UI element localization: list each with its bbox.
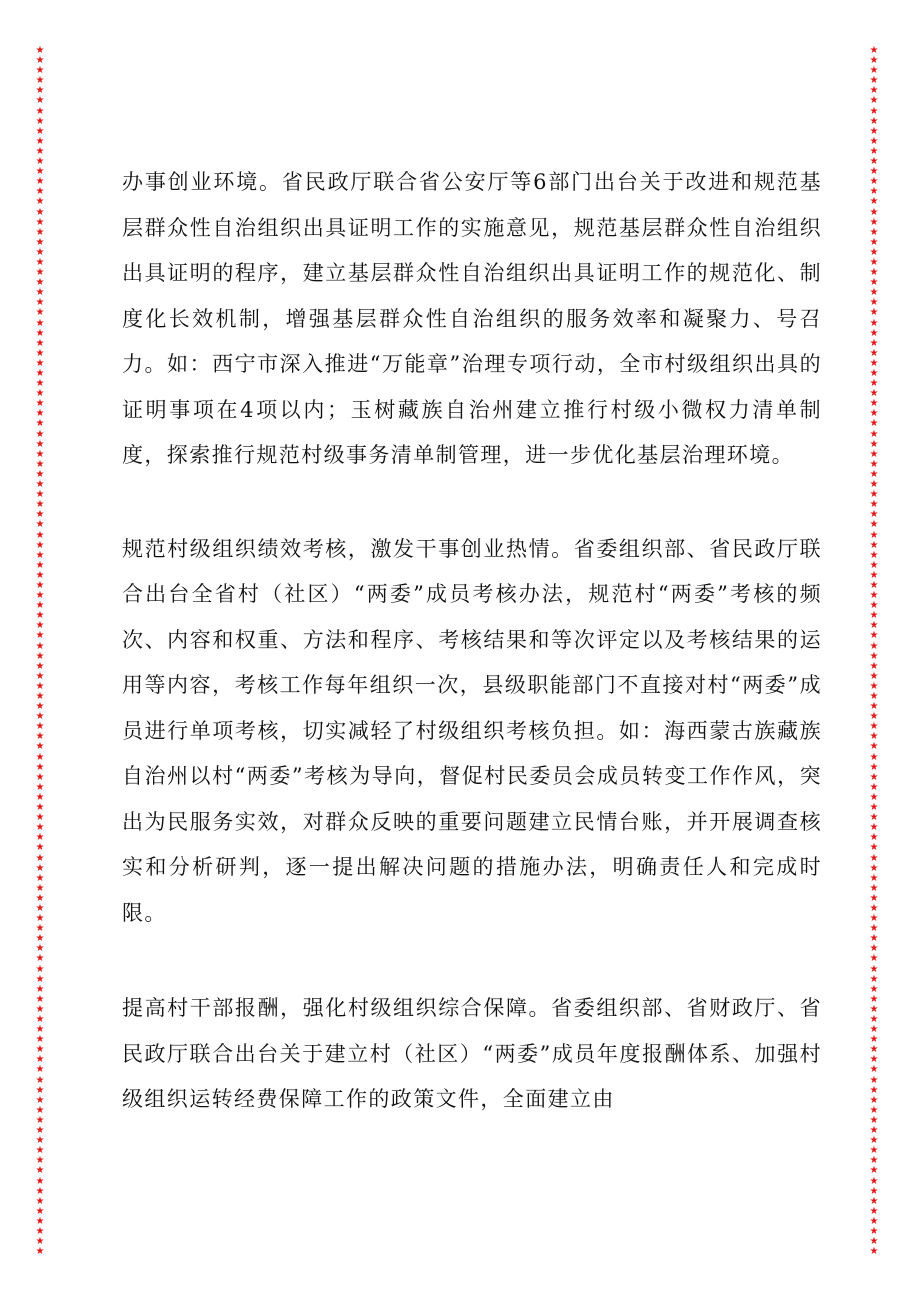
star-icon: ★ [869, 408, 879, 420]
star-icon: ★ [869, 125, 879, 137]
star-icon: ★ [35, 1215, 45, 1227]
star-icon: ★ [869, 46, 879, 56]
star-icon: ★ [35, 1165, 45, 1177]
star-icon: ★ [869, 1125, 879, 1137]
star-icon: ★ [35, 65, 45, 77]
star-icon: ★ [869, 509, 879, 521]
star-icon: ★ [35, 751, 45, 763]
star-icon: ★ [869, 731, 879, 743]
star-icon: ★ [869, 1014, 879, 1025]
star-icon: ★ [869, 297, 879, 309]
star-icon: ★ [35, 357, 45, 369]
star-icon: ★ [35, 701, 45, 713]
star-icon: ★ [869, 590, 879, 602]
star-icon: ★ [35, 731, 45, 743]
star-icon: ★ [35, 1225, 45, 1237]
star-icon: ★ [35, 448, 45, 460]
star-icon: ★ [869, 75, 879, 87]
star-icon: ★ [35, 892, 45, 904]
star-icon: ★ [35, 297, 45, 309]
star-icon: ★ [869, 610, 879, 622]
star-icon: ★ [35, 600, 45, 612]
star-icon: ★ [35, 559, 45, 571]
star-icon: ★ [869, 1246, 879, 1256]
star-icon: ★ [869, 65, 879, 77]
star-icon: ★ [869, 539, 879, 551]
document-body [122, 160, 822, 1123]
star-icon: ★ [35, 398, 45, 410]
star-icon: ★ [35, 317, 45, 329]
star-icon: ★ [35, 963, 45, 975]
star-icon: ★ [869, 256, 879, 268]
paragraph-spacer [122, 936, 822, 986]
star-icon: ★ [35, 1195, 45, 1207]
star-icon: ★ [35, 1003, 45, 1015]
star-icon: ★ [869, 317, 879, 329]
star-icon: ★ [35, 509, 45, 521]
star-icon: ★ [869, 186, 879, 198]
star-icon: ★ [869, 226, 879, 238]
star-icon: ★ [869, 630, 879, 642]
star-icon: ★ [869, 135, 879, 147]
star-icon: ★ [35, 1094, 45, 1106]
star-icon: ★ [35, 842, 45, 854]
star-icon: ★ [35, 1155, 45, 1167]
star-icon: ★ [869, 519, 879, 531]
star-icon: ★ [35, 337, 45, 349]
star-icon: ★ [35, 549, 45, 561]
star-icon: ★ [869, 600, 879, 612]
star-icon: ★ [869, 701, 879, 713]
star-icon: ★ [35, 1246, 45, 1256]
star-icon: ★ [869, 418, 879, 430]
star-icon: ★ [869, 953, 879, 965]
star-icon: ★ [869, 55, 879, 67]
star-icon: ★ [869, 1054, 879, 1066]
paragraph-spacer [122, 479, 822, 527]
star-icon: ★ [869, 872, 879, 884]
star-icon: ★ [35, 569, 45, 581]
star-icon: ★ [869, 691, 879, 702]
star-icon: ★ [869, 156, 879, 168]
star-icon: ★ [869, 368, 879, 379]
star-icon: ★ [35, 388, 45, 400]
star-icon: ★ [35, 489, 45, 501]
star-icon: ★ [869, 236, 879, 248]
star-icon: ★ [869, 973, 879, 985]
star-icon: ★ [869, 812, 879, 824]
star-icon: ★ [35, 590, 45, 602]
star-icon: ★ [869, 166, 879, 178]
star-icon: ★ [869, 549, 879, 561]
star-icon: ★ [35, 791, 45, 803]
star-icon: ★ [869, 145, 879, 157]
star-icon: ★ [35, 882, 45, 894]
star-icon: ★ [869, 347, 879, 359]
left-star-border [33, 46, 47, 1256]
star-icon: ★ [869, 85, 879, 97]
star-icon: ★ [35, 166, 45, 178]
star-icon: ★ [869, 640, 879, 652]
star-icon: ★ [35, 650, 45, 662]
star-icon: ★ [35, 1104, 45, 1116]
star-icon: ★ [869, 791, 879, 803]
star-icon: ★ [35, 1114, 45, 1126]
star-icon: ★ [35, 75, 45, 87]
star-icon: ★ [869, 660, 879, 672]
star-icon: ★ [35, 943, 45, 955]
star-icon: ★ [869, 479, 879, 491]
star-icon: ★ [35, 1064, 45, 1076]
star-icon: ★ [35, 277, 45, 289]
star-icon: ★ [35, 226, 45, 238]
star-icon: ★ [869, 923, 879, 935]
star-icon: ★ [35, 529, 45, 541]
star-icon: ★ [869, 428, 879, 440]
star-icon: ★ [35, 1054, 45, 1066]
star-icon: ★ [869, 1195, 879, 1207]
star-icon: ★ [869, 852, 879, 864]
star-icon: ★ [869, 680, 879, 692]
star-icon: ★ [35, 761, 45, 773]
star-icon: ★ [869, 1034, 879, 1046]
star-icon: ★ [35, 95, 45, 107]
star-icon: ★ [869, 1044, 879, 1056]
star-icon: ★ [869, 1185, 879, 1197]
star-icon: ★ [869, 1104, 879, 1116]
star-icon: ★ [35, 610, 45, 622]
star-icon: ★ [869, 650, 879, 662]
star-icon: ★ [869, 620, 879, 632]
star-icon: ★ [35, 105, 45, 117]
star-icon: ★ [35, 852, 45, 864]
star-icon: ★ [869, 832, 879, 844]
star-icon: ★ [35, 438, 45, 450]
star-icon: ★ [869, 892, 879, 904]
star-icon: ★ [869, 105, 879, 117]
star-icon: ★ [869, 983, 879, 995]
star-icon: ★ [35, 771, 45, 783]
star-icon: ★ [869, 761, 879, 773]
star-icon: ★ [869, 176, 879, 188]
star-icon: ★ [869, 802, 879, 814]
star-icon: ★ [35, 499, 45, 511]
star-icon: ★ [35, 246, 45, 258]
star-icon: ★ [35, 539, 45, 551]
star-icon: ★ [869, 913, 879, 925]
star-icon: ★ [869, 1135, 879, 1147]
star-icon: ★ [35, 1074, 45, 1086]
star-icon: ★ [869, 1084, 879, 1096]
star-icon: ★ [869, 1205, 879, 1217]
paragraph-cadre-remuneration: 提高村干部报酬，强化村级组织综合保障。省委组织部、省财政厅、省民政厅联合出台关于建立村（社区）“两委”成员年度报酬体系、加强村级组织运转经费保障工作的政策文件，全面建立由 [122, 996, 822, 1111]
star-icon: ★ [869, 559, 879, 571]
star-icon: ★ [869, 1215, 879, 1227]
star-icon: ★ [869, 1024, 879, 1036]
star-icon: ★ [35, 1014, 45, 1025]
star-icon: ★ [869, 943, 879, 955]
star-icon: ★ [35, 176, 45, 188]
star-icon: ★ [35, 327, 45, 339]
right-star-border [867, 46, 881, 1256]
star-icon: ★ [35, 822, 45, 834]
star-icon: ★ [869, 1064, 879, 1076]
star-icon: ★ [35, 902, 45, 914]
star-icon: ★ [869, 277, 879, 289]
star-icon: ★ [35, 953, 45, 965]
paragraph-grassroots-certification: 办事创业环境。省民政厅联合省公安厅等6部门出台关于改进和规范基层群众性自治组织出具证明工作的实施意见，规范基层群众性自治组织出具证明的程序，建立基层群众性自治组织出具证明工作的规范化、制度化长效机制，增强基层群众性自治组织的服务效率和凝聚力、号召力。如：西宁市深入推进“万能章”治理专项行动，全市村级组织出具的证明事项在4项以内；玉树藏族自治州建立推行村级小微权力清单制度，探索推行规范村级事务清单制管理，进一步优化基层治理环境。 [122, 170, 822, 467]
star-icon: ★ [35, 196, 45, 208]
star-icon: ★ [35, 125, 45, 137]
star-icon: ★ [35, 186, 45, 198]
star-icon: ★ [35, 145, 45, 157]
star-icon: ★ [869, 327, 879, 339]
star-icon: ★ [35, 1236, 45, 1248]
star-icon: ★ [35, 519, 45, 531]
star-icon: ★ [869, 1114, 879, 1126]
star-icon: ★ [35, 1135, 45, 1147]
star-icon: ★ [869, 1074, 879, 1086]
star-icon: ★ [35, 670, 45, 682]
star-icon: ★ [869, 670, 879, 682]
star-icon: ★ [35, 256, 45, 268]
star-icon: ★ [869, 1145, 879, 1157]
star-icon: ★ [35, 741, 45, 753]
star-icon: ★ [35, 640, 45, 652]
star-icon: ★ [35, 156, 45, 168]
star-icon: ★ [869, 499, 879, 511]
star-icon: ★ [35, 862, 45, 874]
star-icon: ★ [35, 378, 45, 390]
star-icon: ★ [869, 246, 879, 258]
star-icon: ★ [35, 458, 45, 470]
star-icon: ★ [869, 741, 879, 753]
star-icon: ★ [35, 1034, 45, 1046]
star-icon: ★ [869, 468, 879, 480]
star-icon: ★ [869, 307, 879, 319]
star-icon: ★ [35, 1044, 45, 1056]
star-icon: ★ [869, 267, 879, 279]
star-icon: ★ [869, 882, 879, 894]
star-icon: ★ [35, 1024, 45, 1036]
star-icon: ★ [869, 1155, 879, 1167]
star-icon: ★ [869, 711, 879, 723]
star-icon: ★ [35, 923, 45, 935]
star-icon: ★ [35, 115, 45, 127]
star-icon: ★ [35, 418, 45, 430]
star-icon: ★ [35, 711, 45, 723]
star-icon: ★ [35, 993, 45, 1005]
star-icon: ★ [869, 842, 879, 854]
star-icon: ★ [869, 287, 879, 299]
star-icon: ★ [869, 933, 879, 945]
star-icon: ★ [869, 95, 879, 107]
star-icon: ★ [869, 489, 879, 501]
star-icon: ★ [869, 1003, 879, 1015]
star-icon: ★ [869, 206, 879, 218]
star-icon: ★ [869, 388, 879, 400]
star-icon: ★ [869, 115, 879, 127]
star-icon: ★ [869, 398, 879, 410]
star-icon: ★ [35, 1125, 45, 1137]
star-icon: ★ [869, 196, 879, 208]
star-icon: ★ [35, 287, 45, 299]
star-icon: ★ [869, 378, 879, 390]
star-icon: ★ [35, 236, 45, 248]
star-icon: ★ [35, 1145, 45, 1157]
star-icon: ★ [35, 983, 45, 995]
star-icon: ★ [869, 357, 879, 369]
star-icon: ★ [869, 963, 879, 975]
star-icon: ★ [35, 206, 45, 218]
star-icon: ★ [35, 1185, 45, 1197]
star-icon: ★ [869, 569, 879, 581]
star-icon: ★ [869, 902, 879, 914]
star-icon: ★ [35, 691, 45, 702]
star-icon: ★ [35, 973, 45, 985]
star-icon: ★ [35, 1084, 45, 1096]
star-icon: ★ [35, 135, 45, 147]
star-icon: ★ [35, 630, 45, 642]
star-icon: ★ [869, 1094, 879, 1106]
star-icon: ★ [35, 872, 45, 884]
star-icon: ★ [35, 428, 45, 440]
star-icon: ★ [35, 479, 45, 491]
star-icon: ★ [869, 529, 879, 541]
star-icon: ★ [35, 660, 45, 672]
star-icon: ★ [869, 1165, 879, 1177]
star-icon: ★ [869, 448, 879, 460]
star-icon: ★ [35, 721, 45, 733]
star-icon: ★ [35, 781, 45, 793]
star-icon: ★ [35, 913, 45, 925]
star-icon: ★ [35, 620, 45, 632]
star-icon: ★ [869, 781, 879, 793]
star-icon: ★ [869, 721, 879, 733]
star-icon: ★ [869, 579, 879, 591]
star-icon: ★ [35, 468, 45, 480]
star-icon: ★ [869, 1236, 879, 1248]
star-icon: ★ [35, 55, 45, 67]
star-icon: ★ [35, 680, 45, 692]
star-icon: ★ [35, 812, 45, 824]
star-icon: ★ [35, 933, 45, 945]
star-icon: ★ [35, 1205, 45, 1217]
star-icon: ★ [35, 832, 45, 844]
star-icon: ★ [35, 408, 45, 420]
star-icon: ★ [35, 216, 45, 228]
star-icon: ★ [869, 337, 879, 349]
star-icon: ★ [869, 993, 879, 1005]
star-icon: ★ [35, 579, 45, 591]
star-icon: ★ [869, 438, 879, 450]
star-icon: ★ [35, 85, 45, 97]
star-icon: ★ [869, 751, 879, 763]
star-icon: ★ [35, 347, 45, 359]
star-icon: ★ [869, 1175, 879, 1187]
star-icon: ★ [35, 267, 45, 279]
star-icon: ★ [869, 458, 879, 470]
star-icon: ★ [869, 771, 879, 783]
star-icon: ★ [35, 1175, 45, 1187]
star-icon: ★ [35, 802, 45, 814]
star-icon: ★ [869, 862, 879, 874]
paragraph-performance-assessment: 规范村级组织绩效考核，激发干事创业热情。省委组织部、省民政厅联合出台全省村（社区）“两委”成员考核办法，规范村“两委”考核的频次、内容和权重、方法和程序、考核结果和等次评定以及考核结果的运用等内容，考核工作每年组织一次，县级职能部门不直接对村“两委”成员进行单项考核，切实减轻了村级组织考核负担。如：海西蒙古族藏族自治州以村“两委”考核为导向，督促村民委员会成员转变工作作风，突出为民服务实效，对群众反映的重要问题建立民情台账，并开展调查核实和分析研判，逐一提出解决问题的措施办法，明确责任人和完成时限。 [122, 536, 822, 925]
star-icon: ★ [35, 307, 45, 319]
star-icon: ★ [869, 822, 879, 834]
star-icon: ★ [35, 368, 45, 379]
star-icon: ★ [35, 46, 45, 56]
star-icon: ★ [869, 216, 879, 228]
star-icon: ★ [869, 1225, 879, 1237]
